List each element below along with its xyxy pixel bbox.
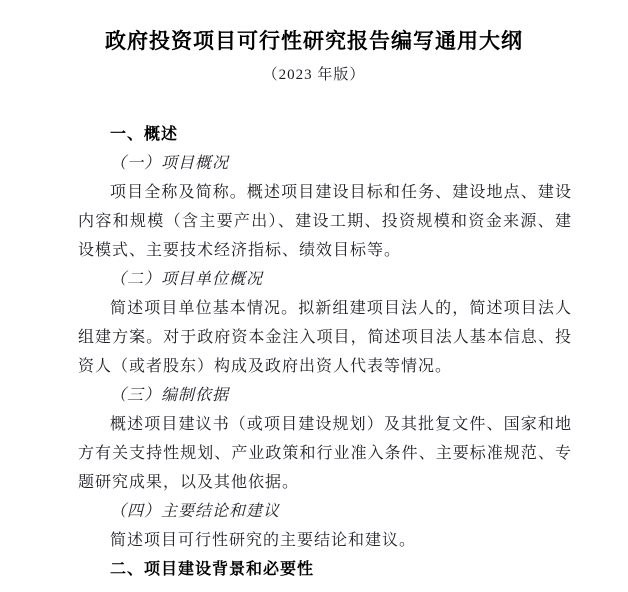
document-subtitle: （2023 年版） (262, 67, 366, 83)
section-heading: （三）编制依据 (110, 387, 230, 404)
section-heading: 一、概述 (110, 126, 179, 143)
section-heading: （四）主要结论和建议 (110, 503, 281, 520)
document-title: 政府投资项目可行性研究报告编写通用大纲 (105, 29, 523, 53)
body-paragraph: 简述项目可行性研究的主要结论和建议。 (110, 532, 417, 549)
section-heading: （二）项目单位概况 (110, 271, 264, 288)
body-paragraph: 概述项目建议书（或项目建设规划）及其批复文件、国家和地方有关支持性规划、产业政策和行业准入条件、主要标准规范、专题研究成果，以及其他依据。 (78, 416, 572, 491)
body-paragraph: 项目全称及简称。概述项目建设目标和任务、建设地点、建设内容和规模（含主要产出）、建设工期、投资规模和资金来源、建设模式、主要技术经济指标、绩效目标等。 (78, 184, 572, 259)
document-content (78, 120, 572, 584)
body-paragraph: 简述项目单位基本情况。拟新组建项目法人的，简述项目法人组建方案。对于政府资本金注入项目，简述项目法人基本信息、投资人（或者股东）构成及政府出资人代表等情况。 (78, 300, 572, 375)
section-heading: （一）项目概况 (110, 155, 230, 172)
section-heading: 二、项目建设背景和必要性 (110, 561, 315, 578)
